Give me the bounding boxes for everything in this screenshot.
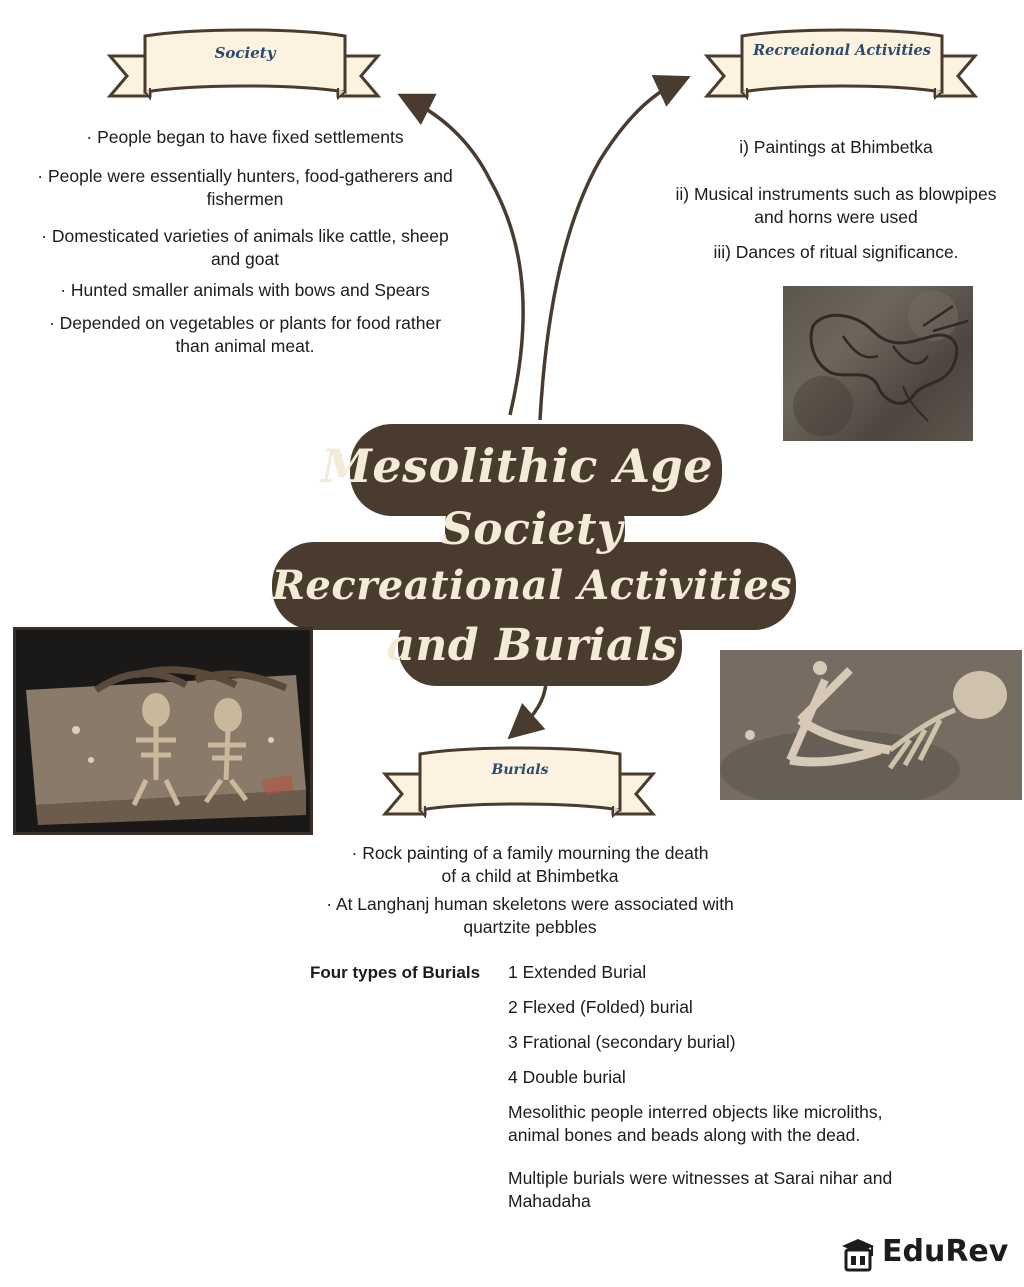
graduation-cap-icon — [838, 1234, 878, 1274]
burial-types-heading: Four types of Burials — [310, 963, 481, 982]
title-line-2: Society — [440, 504, 623, 555]
bhimbetka-rock-painting-image — [783, 286, 973, 441]
burials-points — [320, 842, 740, 949]
recreational-point: iii) Dances of ritual significance. — [713, 242, 959, 262]
burial-types-list — [508, 961, 938, 1213]
burial-note: Multiple burials were witnesses at Sarai nihar and Mahadaha — [508, 1168, 893, 1211]
society-banner — [105, 26, 383, 110]
double-burial-image — [13, 627, 313, 835]
title-line-1: Mesolithic Age — [320, 439, 714, 493]
society-point: · Depended on vegetables or plants for food rather than animal meat. — [48, 313, 442, 356]
ribbon-icon — [380, 744, 658, 828]
burial-type-item: 3 Frational (secondary burial) — [508, 1032, 736, 1052]
ribbon-icon — [105, 26, 383, 110]
title-line-3: Recreational Activities — [271, 562, 793, 609]
society-point: · People were essentially hunters, food-gatherers and fishermen — [37, 166, 453, 209]
edurev-logo — [838, 1232, 1018, 1276]
burial-type-item: 1 Extended Burial — [508, 962, 647, 982]
society-point: · Domesticated varieties of animals like cattle, sheep and goat — [41, 226, 449, 269]
arrow-to-recreational — [540, 82, 678, 420]
burials-point: · At Langhanj human skeletons were associated with quartzite pebbles — [326, 894, 734, 937]
flexed-burial-image — [720, 650, 1022, 800]
society-label: Society — [214, 44, 276, 62]
burials-label: Burials — [491, 762, 549, 778]
edurev-wordmark: EduRev — [882, 1234, 1009, 1269]
burial-type-item: 2 Flexed (Folded) burial — [508, 997, 693, 1017]
society-point: · People began to have fixed settlements — [86, 127, 404, 147]
title-line-4: and Burials — [386, 620, 678, 671]
society-point: · Hunted smaller animals with bows and Spears — [60, 280, 430, 300]
recreational-point: ii) Musical instruments such as blowpipes and horns were used — [675, 184, 997, 227]
burial-type-item: 4 Double burial — [508, 1067, 626, 1087]
recreational-points — [660, 136, 1012, 274]
burial-note: Mesolithic people interred objects like microliths, animal bones and beads along with the dead. — [508, 1102, 883, 1145]
recreational-point: i) Paintings at Bhimbetka — [739, 137, 933, 157]
society-points — [30, 126, 460, 368]
burials-point: · Rock painting of a family mourning the death of a child at Bhimbetka — [351, 843, 709, 886]
ribbon-icon — [702, 26, 980, 110]
recreational-label: Recreaional Activities — [753, 42, 931, 59]
recreational-banner — [702, 26, 980, 110]
burials-banner — [380, 744, 658, 828]
